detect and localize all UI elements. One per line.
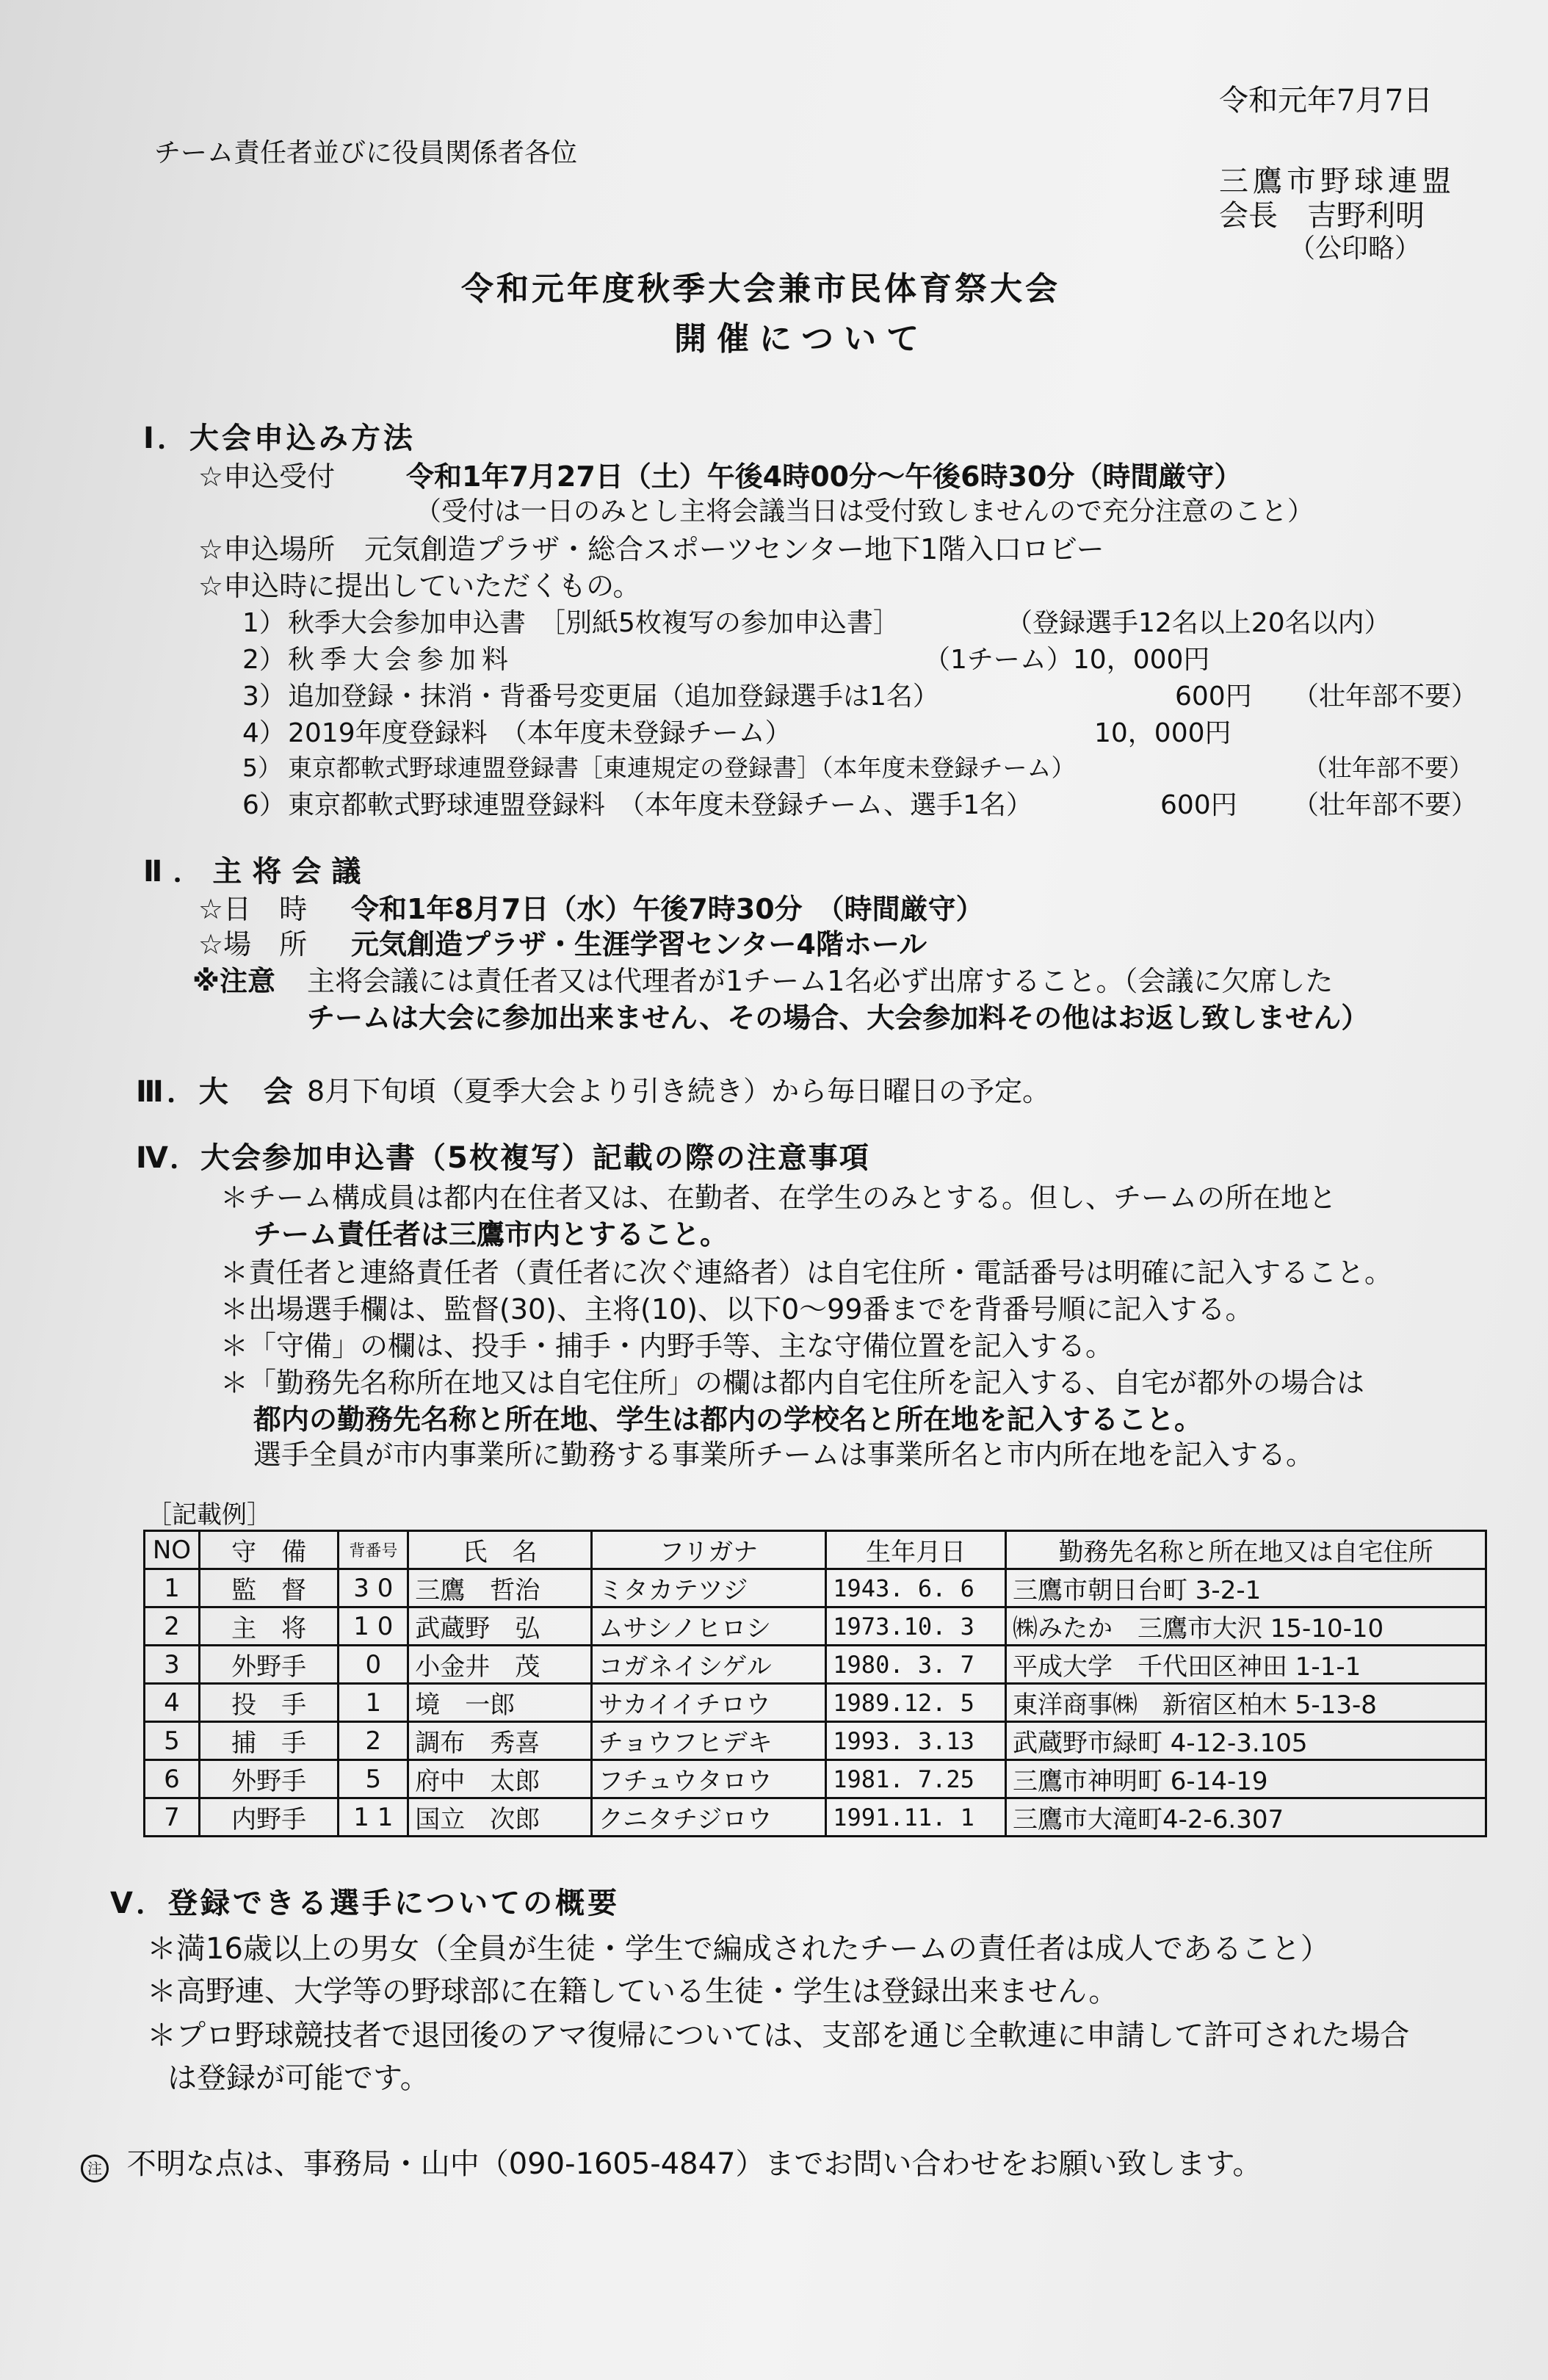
submit-item-text: 東京都軟式野球連盟登録料 （本年度未登録チーム、選手1名） xyxy=(288,790,1032,820)
submit-item-number: 1） xyxy=(242,608,286,638)
cell-uniform-number: 1 xyxy=(339,1684,408,1722)
column-header-name: 氏 名 xyxy=(408,1531,592,1569)
meeting-date-label: ☆日 時 xyxy=(198,893,308,925)
document-date: 令和元年7月7日 xyxy=(1219,84,1433,117)
cell-uniform-number: 5 xyxy=(339,1760,408,1798)
notice-line-2: チーム責任者は三鷹市内とすること。 xyxy=(253,1218,728,1251)
submit-item-amount: （登録選手12名以上20名以内） xyxy=(1006,608,1391,638)
cell-birthdate: 1989.12. 5 xyxy=(826,1684,1006,1722)
notice-line-3: ＊責任者と連絡責任者（責任者に次ぐ連絡者）は自宅住所・電話番号は明確に記入すること。 xyxy=(220,1256,1393,1289)
cell-uniform-number: 1 0 xyxy=(339,1607,408,1646)
cell-address: 武蔵野市緑町 4-12-3.105 xyxy=(1005,1722,1486,1760)
cell-furigana: フチュウタロウ xyxy=(591,1760,825,1798)
submit-item-number: 6） xyxy=(242,790,286,820)
cell-address: 平成大学 千代田区神田 1-1-1 xyxy=(1005,1646,1486,1684)
cell-name: 境 一郎 xyxy=(408,1684,592,1722)
submit-item-text: 東京都軟式野球連盟登録書［東連規定の登録書］（本年度未登録チーム） xyxy=(288,753,1076,782)
notice-line-6: ＊「勤務先名称所在地又は自宅住所」の欄は都内自宅住所を記入する、自宅が都外の場合は xyxy=(220,1367,1365,1399)
cell-uniform-number: 2 xyxy=(339,1722,408,1760)
place-label: ☆申込場所 xyxy=(198,533,336,565)
reception-label: ☆申込受付 xyxy=(198,460,336,493)
cell-name: 国立 次郎 xyxy=(408,1798,592,1837)
section1-heading: Ⅰ．大会申込み方法 xyxy=(143,422,416,455)
notice-line-5: ＊「守備」の欄は、投手・捕手・内野手等、主な守備位置を記入する。 xyxy=(220,1330,1114,1362)
cell-position: 主 将 xyxy=(199,1607,338,1646)
cell-birthdate: 1980. 3. 7 xyxy=(826,1646,1006,1684)
cell-furigana: ミタカテツジ xyxy=(591,1569,825,1607)
cell-name: 武蔵野 弘 xyxy=(408,1607,592,1646)
cell-birthdate: 1991.11. 1 xyxy=(826,1798,1006,1837)
meeting-date-value: 令和1年8月7日（水）午後7時30分 （時間厳守） xyxy=(351,893,984,925)
cell-no: 5 xyxy=(145,1722,200,1760)
submit-item-text: 秋季大会参加申込書 ［別紙5枚複写の参加申込書］ xyxy=(288,608,900,638)
cell-address: ㈱みたか 三鷹市大沢 15-10-10 xyxy=(1005,1607,1486,1646)
cell-position: 外野手 xyxy=(199,1646,338,1684)
submit-item-note: （壮年部不要） xyxy=(1292,790,1478,820)
cell-position: 投 手 xyxy=(199,1684,338,1722)
footer-note xyxy=(81,2141,1262,2182)
cell-no: 4 xyxy=(145,1684,200,1722)
cell-name: 小金井 茂 xyxy=(408,1646,592,1684)
cell-position: 外野手 xyxy=(199,1760,338,1798)
meeting-note-line1: 主将会議には責任者又は代理者が1チーム1名必ず出席すること。（会議に欠席した xyxy=(307,965,1334,997)
cell-name: 府中 太郎 xyxy=(408,1760,592,1798)
document-title: 令和元年度秋季大会兼市民体育祭大会 xyxy=(461,270,1060,308)
cell-furigana: ムサシノヒロシ xyxy=(591,1607,825,1646)
example-label: ［記載例］ xyxy=(147,1500,272,1530)
column-header-no: NO xyxy=(145,1531,200,1569)
submit-item-number: 4） xyxy=(242,718,286,748)
column-header-birthdate: 生年月日 xyxy=(826,1531,1006,1569)
table-row xyxy=(145,1798,1486,1837)
column-header-address: 勤務先名称と所在地又は自宅住所 xyxy=(1005,1531,1486,1569)
cell-uniform-number: 1 1 xyxy=(339,1798,408,1837)
cell-uniform-number: 0 xyxy=(339,1646,408,1684)
table-row xyxy=(145,1569,1486,1607)
notice-line-8: 選手全員が市内事業所に勤務する事業所チームは事業所名と市内所在地を記入する。 xyxy=(253,1439,1314,1471)
cell-position: 内野手 xyxy=(199,1798,338,1837)
cell-birthdate: 1973.10. 3 xyxy=(826,1607,1006,1646)
cell-name: 調布 秀喜 xyxy=(408,1722,592,1760)
cell-address: 東洋商事㈱ 新宿区柏木 5-13-8 xyxy=(1005,1684,1486,1722)
cell-uniform-number: 3 0 xyxy=(339,1569,408,1607)
cell-no: 7 xyxy=(145,1798,200,1837)
cell-birthdate: 1943. 6. 6 xyxy=(826,1569,1006,1607)
note-mark: 注 xyxy=(81,2155,109,2182)
eligibility-line-1: ＊満16歳以上の男女（全員が生徒・学生で編成されたチームの責任者は成人であること） xyxy=(147,1932,1330,1966)
addressee: チーム責任者並びに役員関係者各位 xyxy=(154,138,578,168)
cell-furigana: クニタチジロウ xyxy=(591,1798,825,1837)
submit-item-number: 5） xyxy=(242,753,282,782)
cell-furigana: サカイイチロウ xyxy=(591,1684,825,1722)
table-header-row xyxy=(145,1531,1486,1569)
section4-heading: Ⅳ．大会参加申込書（5枚複写）記載の際の注意事項 xyxy=(136,1141,870,1175)
table-row xyxy=(145,1607,1486,1646)
place-value: 元気創造プラザ・総合スポーツセンター地下1階入口ロビー xyxy=(364,533,1104,565)
submit-item-note: （壮年部不要） xyxy=(1303,753,1473,782)
column-header-furigana: フリガナ xyxy=(591,1531,825,1569)
submit-item-text: 2019年度登録料 （本年度未登録チーム） xyxy=(288,718,792,748)
notice-line-7: 都内の勤務先名称と所在地、学生は都内の学校名と所在地を記入すること。 xyxy=(253,1403,1203,1436)
cell-position: 監 督 xyxy=(199,1569,338,1607)
president-name: 会長 吉野利明 xyxy=(1219,199,1425,233)
column-header-uniform-number: 背番号 xyxy=(339,1531,408,1569)
reception-note: （受付は一日のみとし主将会議当日は受付致しませんので充分注意のこと） xyxy=(415,496,1314,527)
submit-item-amount: 10，000円 xyxy=(1094,718,1231,748)
example-table xyxy=(143,1530,1487,1837)
cell-birthdate: 1993. 3.13 xyxy=(826,1722,1006,1760)
section3-heading: Ⅲ．大 会 xyxy=(136,1075,296,1109)
submit-label: ☆申込時に提出していただくもの。 xyxy=(198,570,641,602)
cell-no: 1 xyxy=(145,1569,200,1607)
submit-item-amount: 600円 xyxy=(1175,681,1252,712)
notice-line-4: ＊出場選手欄は、監督(30)、主将(10)、以下0～99番までを背番号順に記入する。 xyxy=(220,1293,1254,1325)
meeting-note-label: ※注意 xyxy=(192,965,275,997)
seal-note: （公印略） xyxy=(1289,234,1422,264)
cell-address: 三鷹市大滝町4-2-6.307 xyxy=(1005,1798,1486,1837)
section2-heading: Ⅱ．主将会議 xyxy=(143,855,372,889)
cell-no: 2 xyxy=(145,1607,200,1646)
cell-furigana: コガネイシゲル xyxy=(591,1646,825,1684)
organization-name: 三鷹市野球連盟 xyxy=(1219,164,1455,198)
table-row xyxy=(145,1722,1486,1760)
document-subtitle: 開催について xyxy=(674,320,930,358)
eligibility-line-3: ＊プロ野球競技者で退団後のアマ復帰については、支部を通じ全軟連に申請して許可された場合 xyxy=(147,2019,1410,2052)
meeting-place-value: 元気創造プラザ・生涯学習センター4階ホール xyxy=(351,928,927,961)
submit-item-text: 追加登録・抹消・背番号変更届（追加登録選手は1名） xyxy=(288,681,939,712)
eligibility-line-4: は登録が可能です。 xyxy=(167,2061,430,2095)
meeting-place-label: ☆場 所 xyxy=(198,928,308,961)
submit-item-amount: 600円 xyxy=(1160,790,1237,820)
section5-heading: Ⅴ．登録できる選手についての概要 xyxy=(110,1887,621,1920)
submit-item-note: （壮年部不要） xyxy=(1292,681,1478,712)
reception-value: 令和1年7月27日（土）午後4時00分～午後6時30分（時間厳守） xyxy=(406,460,1243,493)
table-row xyxy=(145,1684,1486,1722)
cell-furigana: チョウフヒデキ xyxy=(591,1722,825,1760)
cell-position: 捕 手 xyxy=(199,1722,338,1760)
cell-address: 三鷹市朝日台町 3-2-1 xyxy=(1005,1569,1486,1607)
cell-no: 3 xyxy=(145,1646,200,1684)
footer-contact-text: 不明な点は、事務局・山中（090-1605-4847）までお問い合わせをお願い致します。 xyxy=(126,2147,1262,2181)
tournament-schedule: 8月下旬頃（夏季大会より引き続き）から毎日曜日の予定。 xyxy=(307,1075,1051,1107)
submit-item-text: 秋季大会参加料 xyxy=(288,645,515,675)
cell-no: 6 xyxy=(145,1760,200,1798)
meeting-note-line2: チームは大会に参加出来ません、その場合、大会参加料その他はお返し致しません） xyxy=(307,1002,1370,1034)
notice-line-1: ＊チーム構成員は都内在住者又は、在勤者、在学生のみとする。但し、チームの所在地と xyxy=(220,1182,1337,1214)
cell-address: 三鷹市神明町 6-14-19 xyxy=(1005,1760,1486,1798)
table-row xyxy=(145,1646,1486,1684)
column-header-position: 守 備 xyxy=(199,1531,338,1569)
submit-item-amount: （1チーム）10，000円 xyxy=(924,645,1210,675)
cell-name: 三鷹 哲治 xyxy=(408,1569,592,1607)
table-row xyxy=(145,1760,1486,1798)
submit-item-number: 3） xyxy=(242,681,286,712)
cell-birthdate: 1981. 7.25 xyxy=(826,1760,1006,1798)
submit-item-number: 2） xyxy=(242,645,286,675)
eligibility-line-2: ＊高野連、大学等の野球部に在籍している生徒・学生は登録出来ません。 xyxy=(147,1975,1118,2008)
